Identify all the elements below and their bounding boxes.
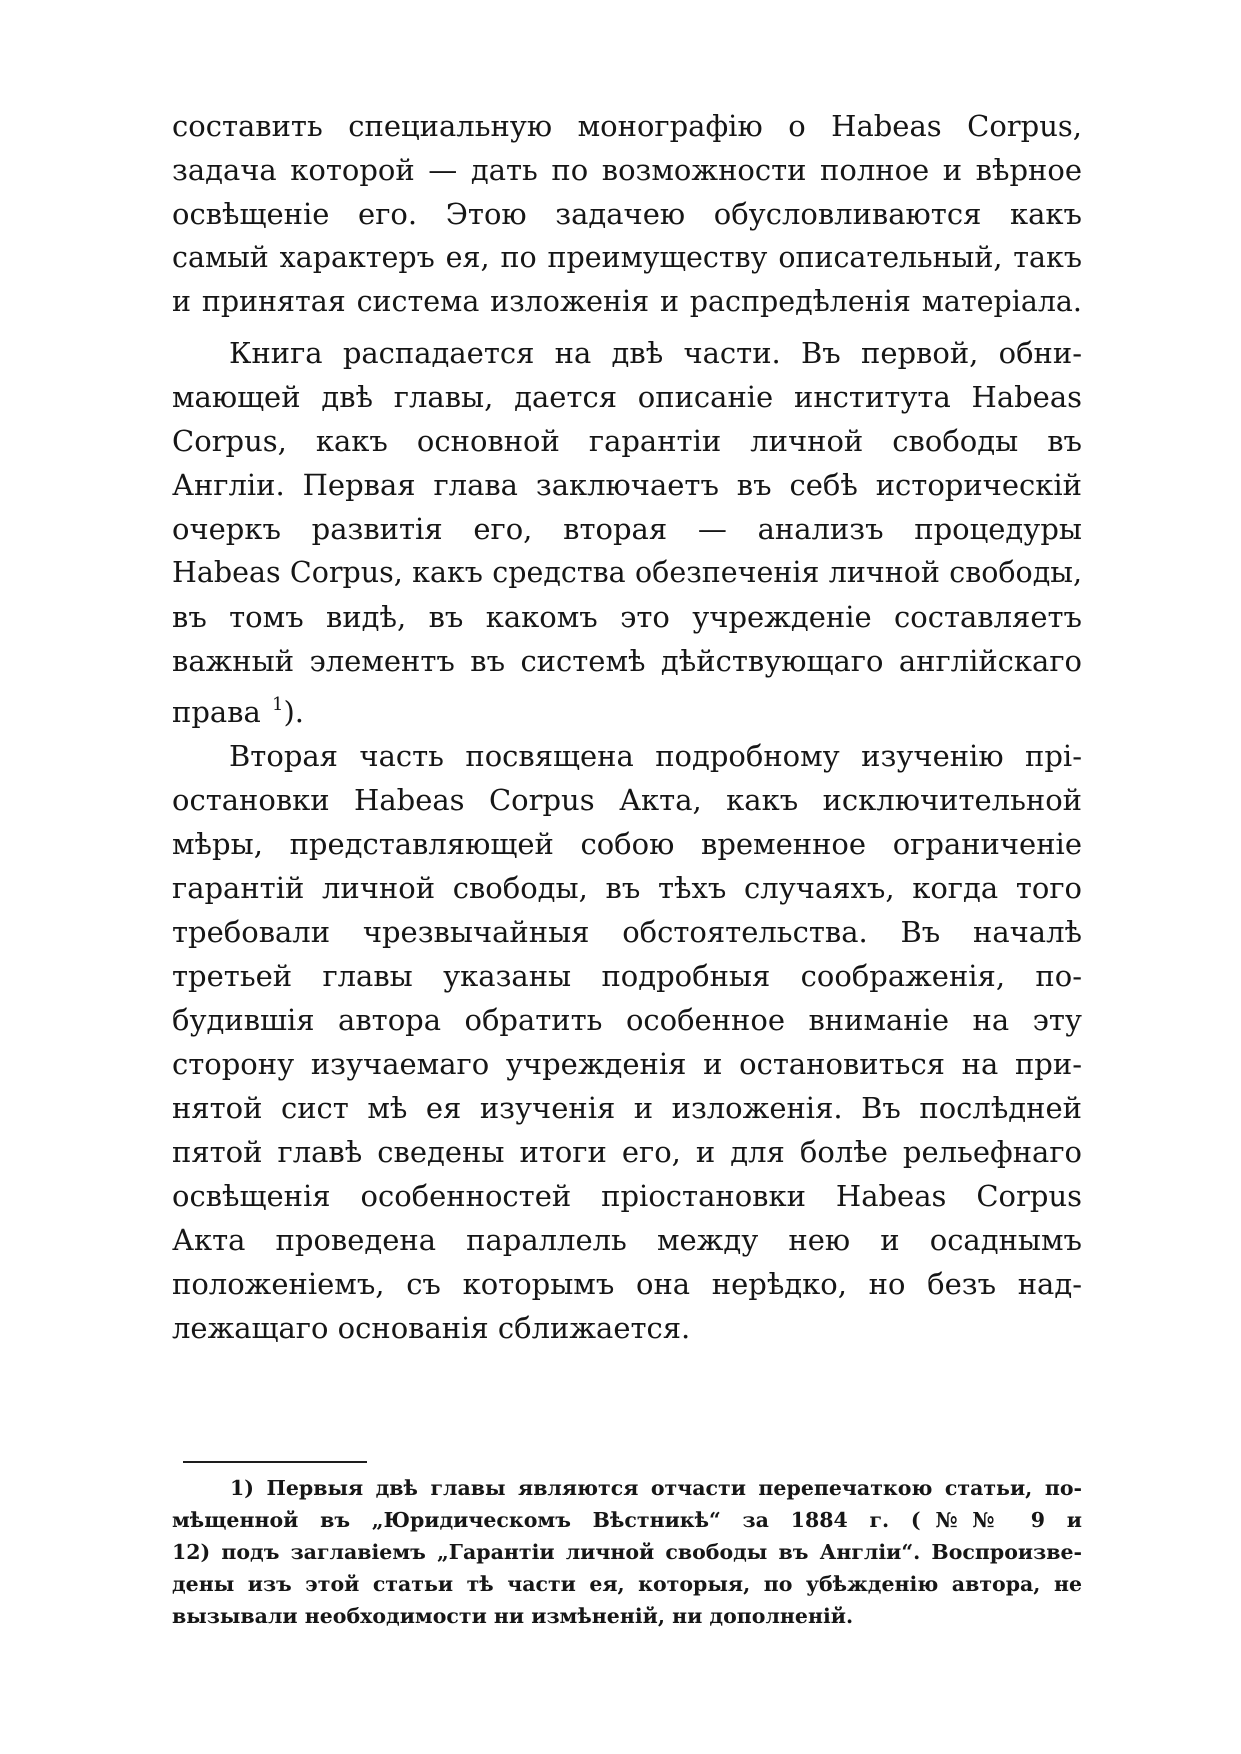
text-line: пятой главѣ сведены итоги его, и для болѣе рельефнаго [172,1135,1082,1169]
text-line: мѣры, представляющей собою временное ограниченіе [172,827,1082,861]
text-line: и принятая система изложенія и распредѣленія матеріала. [172,285,1082,318]
text-line: нятой сист мѣ ея изученія и изложенія. Въ послѣдней [172,1091,1082,1125]
text-line: задача которой — дать по возможности полное и вѣрное [172,153,1082,187]
footnote-line: 1) Первыя двѣ главы являются отчасти перепечаткою статьи, по- [230,1476,1082,1500]
text-line: сторону изучаемаго учрежденія и остановиться на при- [172,1047,1082,1081]
text-line: третьей главы указаны подробныя соображенія, по- [172,959,1082,993]
text-fragment: ). [283,695,305,729]
text-line: остановки Habeas Corpus Акта, какъ исключительной [172,783,1082,817]
text-line: Corpus, какъ основной гарантіи личной свободы въ [172,424,1082,458]
text-line: Вторая часть посвящена подробному изученію прі- [229,739,1082,773]
text-line: важный элементъ въ системѣ дѣйствующаго англійскаго [172,644,1082,678]
text-line: гарантій личной свободы, въ тѣхъ случаяхъ, когда того [172,871,1082,905]
footnote-line: вызывали необходимости ни измѣненій, ни дополненій. [172,1604,854,1628]
footnote-line: дены изъ этой статьи тѣ части ея, которыя, по убѣжденію автора, не [172,1572,1082,1596]
text-line: положеніемъ, съ которымъ она нерѣдко, но безъ над- [172,1267,1082,1301]
text-line: мающей двѣ главы, дается описаніе института Habeas [172,380,1082,414]
text-line: освѣщенія особенностей пріостановки Habeas Corpus [172,1179,1082,1213]
text-line: Акта проведена параллель между нею и осаднымъ [172,1223,1082,1257]
text-fragment: права [172,695,261,729]
footnote-line: 12) подъ заглавіемъ „Гарантіи личной свободы въ Англіи“. Воспроизве- [172,1540,1082,1564]
text-line: освѣщеніе его. Этою задачею обусловливаются какъ [172,197,1082,231]
text-line: въ томъ видѣ, въ какомъ это учрежденіе составляетъ [172,600,1082,634]
text-line: Книга распадается на двѣ части. Въ первой, обни- [229,336,1082,370]
footnote-line: мѣщенной въ „Юридическомъ Вѣстникѣ“ за 1884 г. (№№ 9 и [172,1508,1082,1532]
text-line: Англіи. Первая глава заключаетъ въ себѣ историческій [172,468,1082,502]
text-line: будившія автора обратить особенное вниманіе на эту [172,1003,1082,1037]
text-line: самый характеръ ея, по преимуществу описательный, такъ [172,241,1082,274]
text-line: очеркъ развитія его, вторая — анализъ процедуры [172,512,1082,546]
text-line: составить специальную монографію о Habeas Corpus, [172,109,1082,143]
footnote-marker: 1 [272,694,284,715]
text-line: Habeas Corpus, какъ средства обезпеченія личной свободы, [172,556,1082,589]
text-line [172,683,1082,727]
text-line: лежащаго основанія сближается. [172,1311,691,1345]
text-line: требовали чрезвычайныя обстоятельства. Въ началѣ [172,915,1082,949]
footnote-divider [183,1461,367,1463]
